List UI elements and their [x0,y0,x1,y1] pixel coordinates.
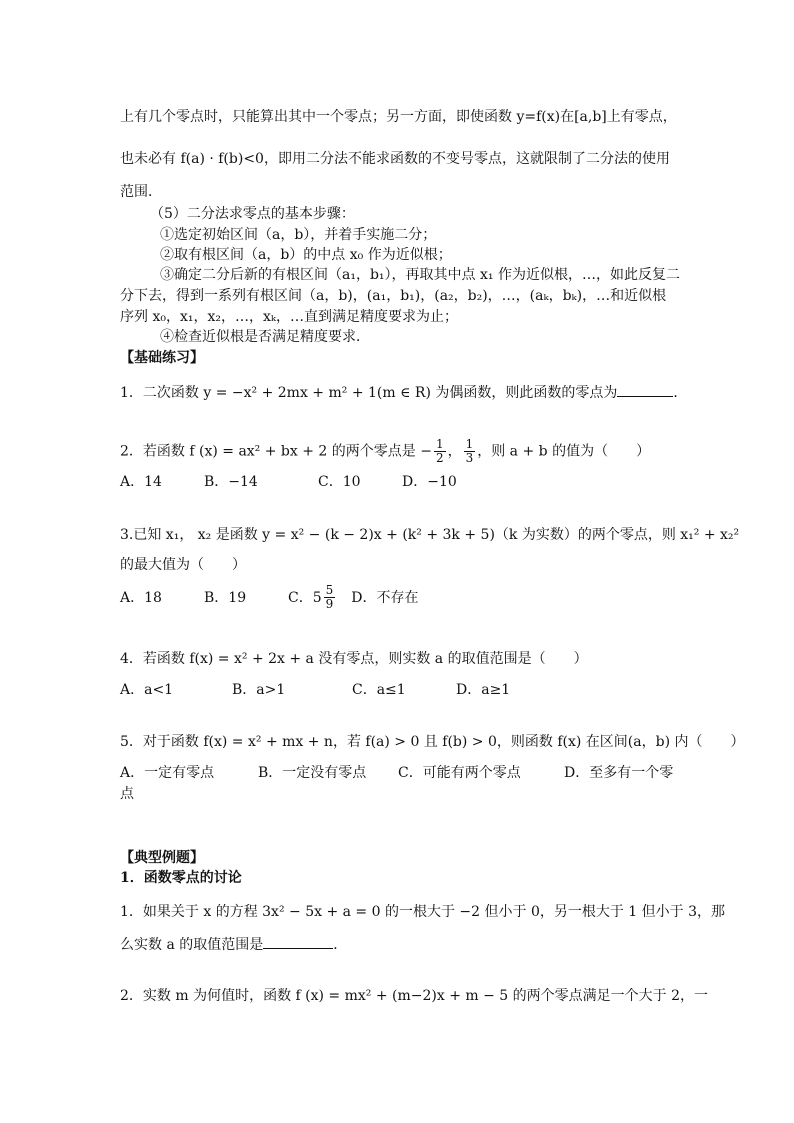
fraction-denominator: 2 [435,451,444,465]
question-3-options [120,584,419,611]
option-d: D．a≥1 [456,682,511,698]
question-5: 5．对于函数 f(x) = x² + mx + n，若 f(a) > 0 且 f(b) > 0，则函数 f(x) 在区间(a，b) 内（ ） [120,734,745,750]
question-1-text: 1．二次函数 y = −x² + 2mx + m² + 1(m ∈ R) 为偶函数，则此函数的零点为 [120,385,618,401]
question-1-end: ． [673,385,688,401]
fraction-numerator: 1 [435,437,444,451]
intro-line-1: 上有几个零点时，只能算出其中一个零点；另一方面，即使函数 y=f(x)在[a,b]上有零点， [120,109,677,125]
step-2: ②取有根区间（a，b）的中点 x₀ 作为近似根； [160,247,452,263]
question-1 [120,382,687,402]
option-a: A．一定有零点 [120,765,215,781]
example-2: 2．实数 m 为何值时，函数 f (x) = mx² + (m−2)x + m − 5 的两个零点满足一个大于 2，一 [120,988,709,1004]
question-3-line-1: 3.已知 x₁， x₂ 是函数 y = x² − (k − 2)x + (k² + 3k + 5)（k 为实数）的两个零点，则 x₁² + x₂² [120,527,740,543]
question-4-options [120,681,510,699]
intro-line-3: 范围． [120,184,162,200]
example-1-end: ． [333,937,348,953]
question-5-options [120,764,673,782]
question-5-options-wrap: 点 [120,786,134,802]
step-1: ①选定初始区间（a，b），并着手实施二分； [160,227,437,243]
fraction-numerator: 5 [325,583,334,597]
question-2-options [120,473,457,491]
steps-heading: （5）二分法求零点的基本步骤： [150,206,355,222]
option-d: D．−10 [402,474,457,490]
question-2-text-c: ，则 a + b 的值为（ ） [477,443,651,460]
question-2 [120,438,650,465]
step-3-line-1: ③确定二分后新的有根区间（a₁，b₁），再取其中点 x₁ 作为近似根，…，如此反复二 [160,267,680,283]
question-4: 4．若函数 f(x) = x² + 2x + a 没有零点，则实数 a 的取值范围是（ ） [120,651,588,667]
basic-practice-title: 【基础练习】 [120,350,204,366]
intro-line-2: 也未必有 f(a) · f(b)<0，即用二分法不能求函数的不变号零点，这就限制了二分法的使用 [120,151,670,167]
option-b: B．a>1 [232,682,286,698]
example-1-line-1: 1．如果关于 x 的方程 3x² − 5x + a = 0 的一根大于 −2 但小于 0，另一根大于 1 但小于 3，那 [120,904,726,920]
option-c: C．10 [318,474,361,490]
option-c: C．5 [288,589,322,606]
answer-blank [617,382,673,397]
option-c: C．可能有两个零点 [398,765,521,781]
fraction-five-ninths [324,584,336,611]
fraction-numerator: 1 [465,437,474,451]
fraction-denominator: 9 [325,597,334,611]
examples-subtitle: 1．函数零点的讨论 [120,870,242,886]
option-b: B．−14 [204,474,258,490]
example-1-line-2 [120,934,347,954]
option-d: D．不存在 [351,589,419,606]
fraction-denominator: 3 [465,451,474,465]
question-2-text-b: ， [447,443,462,460]
fraction-one-half [434,438,446,465]
option-b: B．19 [204,589,247,606]
option-a: A．a<1 [120,682,174,698]
option-a: A．14 [120,474,162,490]
option-c: C．a≤1 [352,682,406,698]
question-2-text-a: 2．若函数 f (x) = ax² + bx + 2 的两个零点是 − [120,443,432,460]
step-3-line-2: 分下去，得到一系列有根区间（a，b)，(a₁，b₁)，(a₂，b₂)，…，(aₖ，bₖ)，…和近似根 [120,288,667,304]
step-3-line-3: 序列 x₀，x₁，x₂，…，xₖ，…直到满足精度要求为止； [120,309,458,325]
question-3-line-2: 的最大值为（ ） [120,557,246,573]
answer-blank [263,934,333,949]
examples-title: 【典型例题】 [120,850,204,866]
example-1-text: 么实数 a 的取值范围是 [120,937,264,953]
step-4: ④检查近似根是否满足精度要求． [160,329,370,345]
option-a: A．18 [120,589,162,606]
option-b: B．一定没有零点 [258,765,367,781]
option-d: D．至多有一个零 [564,765,674,781]
fraction-one-third [464,438,476,465]
